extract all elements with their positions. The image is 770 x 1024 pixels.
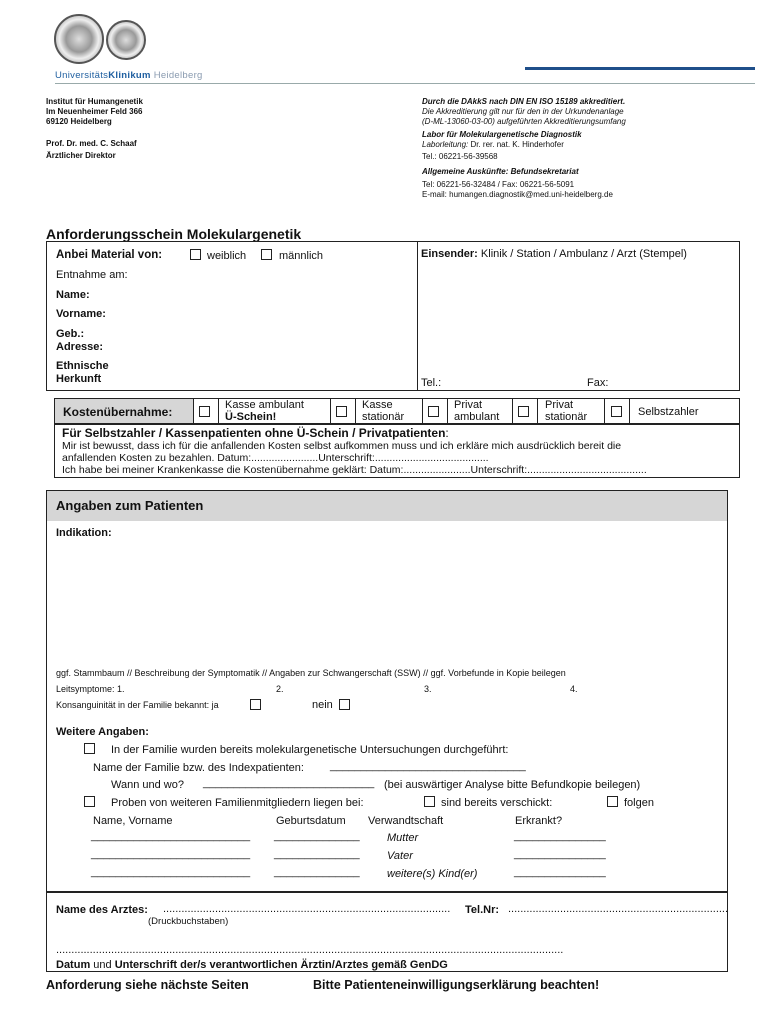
patient-sender-box [46,241,740,391]
cost-option-2-line-2: stationär [362,411,405,423]
leitsymptome-2[interactable]: 2. [276,684,284,694]
sender-label: Einsender: [421,248,478,260]
cost-kasse-stationaer-checkbox[interactable] [336,406,347,417]
ethnicity-label-1: Ethnische [56,360,109,372]
prior-tests-checkbox[interactable] [84,743,95,754]
cost-divider-3 [330,398,331,424]
male-checkbox[interactable] [261,249,272,260]
leitsymptome-1[interactable]: Leitsymptome: 1. [56,684,125,694]
info-email: E-mail: humangen.diagnostik@med.uni-heidelberg.de [422,190,613,199]
when-where-note: (bei auswärtiger Analyse bitte Befundkopie beilegen) [384,779,641,791]
samples-follow-label: folgen [624,797,654,809]
cost-option-5: Selbstzahler [638,406,699,418]
samples-sent-checkbox[interactable] [424,796,435,807]
lab-head-label: Laborleitung: [422,140,469,149]
cost-option-3-line-1: Privat [454,399,483,411]
form-title: Anforderungsschein Molekulargenetik [46,226,302,242]
indikation-field[interactable]: Indikation: [56,527,112,539]
sender-field[interactable] [421,248,687,260]
header-rule [55,83,755,84]
header-accent-rule [525,67,755,70]
cost-option-4-line-1: Privat [545,399,574,411]
cost-option-3-line-2: ambulant [454,411,500,423]
self-payer-line-1: Mir ist bewusst, dass ich für die anfallenden Kosten selbst aufkommen muss und ich erkläre mich ausdrücklich bereit die [62,440,622,452]
signature-caption-text: Unterschrift der/s verantwortlichen Ärztin/Arztes gemäß GenDG [114,959,448,971]
director-block [46,138,137,162]
leitsymptome-3[interactable]: 3. [424,684,432,694]
cost-option-4-line-2: stationär [545,411,588,423]
brand-part-a: Universitäts [55,70,109,81]
col-relation-header: Verwandtschaft [368,815,444,827]
family-row-3-affected[interactable]: _______________ [514,866,606,878]
birthdate-field[interactable]: Geb.: [56,328,85,340]
consanguinity-label: Konsanguinität in der Familie bekannt: ja [56,700,219,710]
director-title: Ärztlicher Direktor [46,151,116,160]
footer-right: Bitte Patienteneinwilligungserklärung beachten! [313,978,600,992]
lab-head [422,140,752,150]
institute-name: Institut für Humangenetik [46,97,143,106]
samples-follow-checkbox[interactable] [607,796,618,807]
vorname-field[interactable]: Vorname: [56,308,106,320]
cost-divider-7 [512,398,513,424]
clinic-seal-logo [106,20,146,60]
samples-sent-label: sind bereits verschickt: [441,797,553,809]
address-field[interactable]: Adresse: [56,341,104,353]
when-where-blank[interactable]: ____________________________ [203,777,375,789]
signature-caption [56,959,448,971]
institute-address [46,97,143,127]
cost-divider-2 [218,398,219,424]
family-row-2-relation: Vater [387,850,413,862]
brand-part-c: Heidelberg [150,70,203,81]
family-row-2-birth[interactable]: ______________ [274,848,360,860]
cost-option-3 [454,399,499,423]
cost-option-1-line-1: Kasse ambulant [225,399,304,411]
female-checkbox[interactable] [190,249,201,260]
prior-tests-label: In der Familie wurden bereits molekulargenetische Untersuchungen durchgeführt: [111,744,509,756]
cost-option-2-line-1: Kasse [362,399,393,411]
info-phone: Tel: 06221-56-32484 / Fax: 06221-56-5091 [422,180,575,189]
further-info-label: Weitere Angaben: [56,726,149,738]
cost-kasse-ambulant-checkbox[interactable] [199,406,210,417]
sender-divider [417,241,418,391]
institute-street: Im Neuenheimer Feld 366 [46,107,143,116]
consanguinity-yes-checkbox[interactable] [250,699,261,710]
male-label: männlich [279,250,324,262]
self-payer-title [62,426,449,440]
self-payer-line-2[interactable]: anfallenden Kosten zu bezahlen. Datum:.......................Unterschrift:....................................... [62,452,489,464]
cost-divider-6 [447,398,448,424]
col-affected-header: Erkrankt? [515,815,563,827]
leitsymptome-4[interactable]: 4. [570,684,578,694]
accreditation-line-1: Die Akkreditierung gilt nur für den in der Urkundenanlage [422,107,624,116]
family-row-3-birth[interactable]: ______________ [274,866,360,878]
col-birth-header: Geburtsdatum [276,815,346,827]
index-patient-blank[interactable]: ________________________________ [330,760,526,772]
cost-privat-ambulant-checkbox[interactable] [428,406,439,417]
family-row-3-relation: weitere(s) Kind(er) [387,868,478,880]
cost-divider-4 [355,398,356,424]
cost-privat-stationaer-checkbox[interactable] [518,406,529,417]
sender-value: Klinik / Station / Ambulanz / Arzt (Stempel) [477,248,687,260]
doctor-name-label: Name des Arztes: [56,904,148,916]
lab-title: Labor für Molekulargenetische Diagnostik [422,130,582,139]
doctor-tel-label: Tel.Nr: [465,904,500,916]
cost-divider-10 [629,398,630,424]
cost-option-2 [362,399,404,423]
material-label: Anbei Material von: [56,249,163,261]
consanguinity-no-label: nein [312,699,333,711]
cost-option-1 [225,399,304,423]
family-row-3-name[interactable]: __________________________ [91,866,251,878]
entnahme-field[interactable]: Entnahme am: [56,269,128,281]
brand-part-b: Klinikum [108,70,151,81]
consanguinity-no-checkbox[interactable] [339,699,350,710]
family-row-1-relation: Mutter [387,832,419,844]
name-field[interactable]: Name: [56,289,90,301]
university-seal-logo [54,14,104,64]
family-row-1-affected[interactable]: _______________ [514,830,606,842]
cost-selbstzahler-checkbox[interactable] [611,406,622,417]
family-row-1-birth[interactable]: ______________ [274,830,360,842]
accreditation-block [422,97,752,200]
accreditation-title: Durch die DAkkS nach DIN EN ISO 15189 akkreditiert. [422,97,626,106]
index-patient-label: Name der Familie bzw. des Indexpatienten: [93,762,304,774]
family-row-2-name[interactable]: __________________________ [91,848,251,860]
cost-option-1-line-2: Ü-Schein! [225,411,277,423]
info-title: Allgemeine Auskünfte: Befundsekretariat [422,167,579,176]
block-letters-note: (Druckbuchstaben) [148,916,229,927]
footer-left: Anforderung siehe nächste Seiten [46,978,249,992]
signature-dots[interactable]: ...................................................................................................................................................................... [56,944,564,956]
cost-divider-1 [193,398,194,424]
indication-hint: ggf. Stammbaum // Beschreibung der Symptomatik // Angaben zur Schwangerschaft (SSW) // ggf. Vorbefunde in Kopie beilegen [56,668,566,678]
cost-option-4 [545,399,587,423]
doctor-name-dots[interactable]: .............................................................................................. [163,903,451,915]
signature-caption-and: und [90,959,115,971]
cost-divider-9 [604,398,605,424]
lab-phone: Tel.: 06221-56-39568 [422,152,498,161]
col-name-header: Name, Vorname [93,815,173,827]
institute-city: 69120 Heidelberg [46,117,112,126]
ethnicity-label-2[interactable]: Herkunft [56,373,102,385]
accreditation-line-2: (D-ML-13060-03-00) aufgeführten Akkreditierungsumfang [422,117,626,126]
patient-section-title: Angaben zum Patienten [56,498,204,513]
family-samples-label: Proben von weiteren Familienmitgliedern liegen bei: [111,797,364,809]
tel-field[interactable]: Tel.: [421,377,442,389]
family-row-2-affected[interactable]: _______________ [514,848,606,860]
director-name: Prof. Dr. med. C. Schaaf [46,139,137,148]
family-samples-checkbox[interactable] [84,796,95,807]
family-row-1-name[interactable]: __________________________ [91,830,251,842]
doctor-tel-dots[interactable]: ........................................................................ [508,903,729,915]
cost-divider-8 [537,398,538,424]
signature-caption-date: Datum [56,959,91,971]
cost-label: Kostenübernahme: [63,405,173,419]
cost-divider-5 [422,398,423,424]
lab-head-name: Dr. rer. nat. K. Hinderhofer [468,140,564,149]
when-where-label: Wann und wo? [111,779,184,791]
fax-field[interactable]: Fax: [587,377,609,389]
self-payer-title-text: Für Selbstzahler / Kassenpatienten ohne Ü-Schein / Privatpatienten [62,426,446,440]
brand-logo-text [55,70,203,81]
self-payer-title-colon: : [445,426,449,440]
self-payer-line-3[interactable]: Ich habe bei meiner Krankenkasse die Kostenübernahme geklärt: Datum:.......................Unterschrift:......................................... [62,464,647,476]
female-label: weiblich [207,250,247,262]
